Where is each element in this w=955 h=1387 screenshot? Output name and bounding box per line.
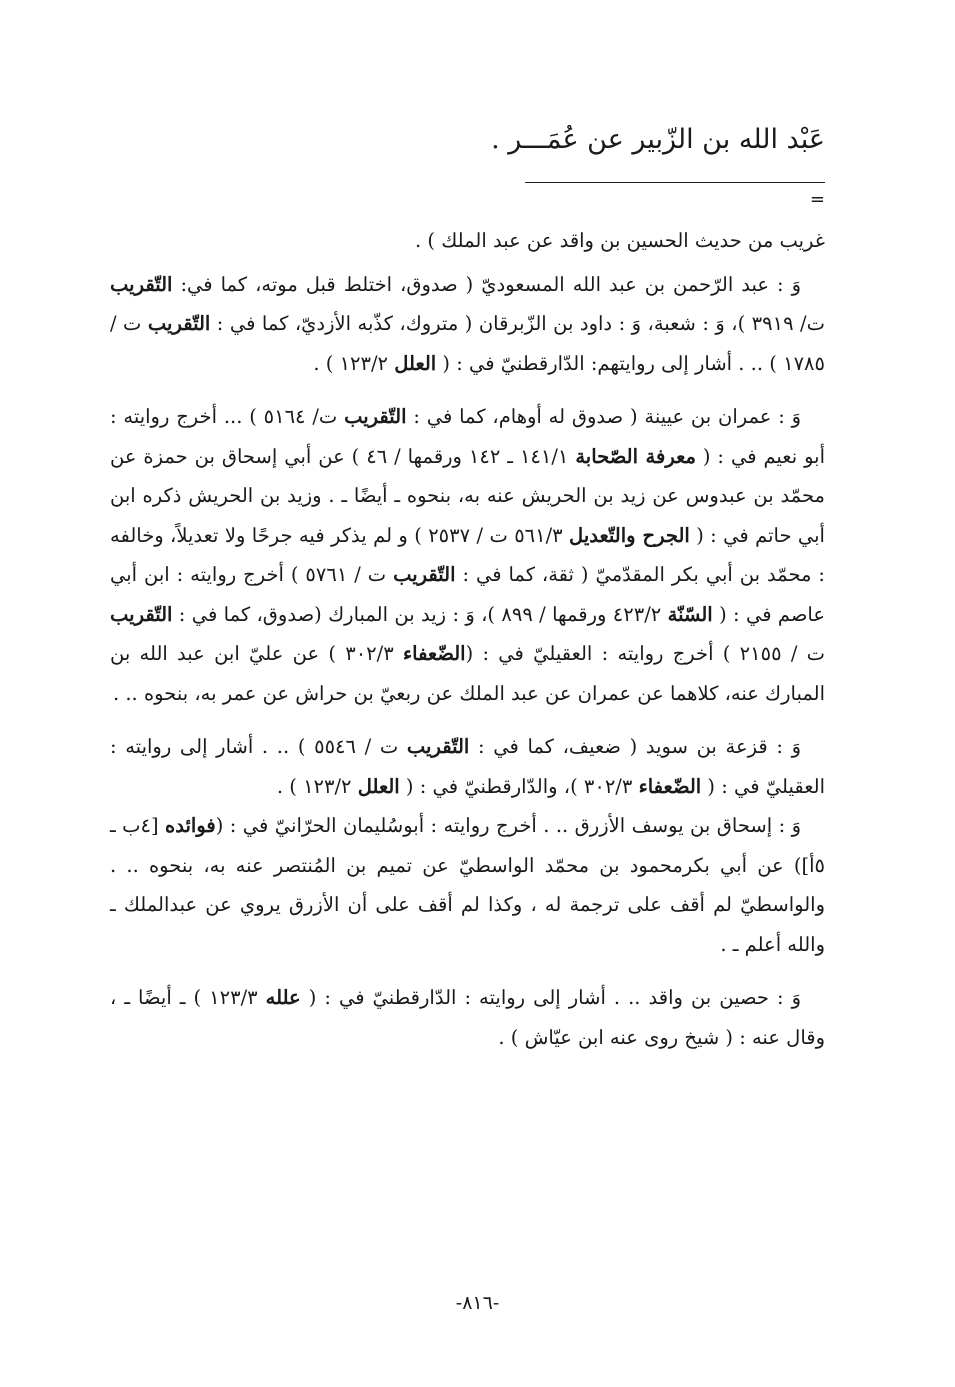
footnote-paragraph-4 <box>110 806 825 964</box>
text-span: وَ : قزعة بن سويد ( ضعيف، كما في : <box>469 735 801 758</box>
text-span: ت/ ٥١٦٤ ) ... أخرج روايته : أبو نعيم في : ( <box>110 405 826 468</box>
text-span: ١٢٣/٣ ) ـ أيضًا ـ ، وقال عنه : ( شيخ روى عنه ابن عيّاش ) . <box>110 986 825 1049</box>
source-title: الضّعفاء <box>402 642 466 665</box>
text-span: وَ : عبد الرّحمن بن عبد الله المسعوديّ ( صدوق، اختلط قبل موته، كما في: <box>172 272 801 296</box>
text-span: ت / ١٧٨٥ ) .. . أشار إلى روايتهم: الدّارقطنيّ في : ( <box>110 312 825 375</box>
text-span: ت / ٥٧٦١ ) أخرج روايته : ابن أبي عاصم في : ( <box>110 563 825 626</box>
text-span: ١٢٣/٢ ) . <box>313 351 395 375</box>
source-title: التّقريب <box>147 312 211 335</box>
text-span: ٥٦١/٣ ت / ٢٥٣٧ ) و لم يذكر فيه جرحًا ولا تعديلاً، وخالفه : محمّد بن أبي بكر المقدّميّ ( ثقة، كما في : <box>110 523 825 586</box>
footnote-paragraph-1 <box>110 265 825 384</box>
source-title: الجرح والتّعديل <box>569 523 690 547</box>
source-title: التّقريب <box>406 735 470 758</box>
text-span: وَ : عمران بن عيينة ( صدوق له أوهام، كما في : <box>406 405 802 428</box>
footnote-paragraph-3 <box>110 727 825 806</box>
footnote-paragraph-0: غريب من حديث الحسين بن واقد عن عبد الملك ) . <box>415 229 825 252</box>
text-span: ٣٠٢/٣ ) عن عليّ ابن عبد الله بن المبارك عنه، كلاهما عن عمران عن عبد الملك عن ربعيّ بن حراش عن عمر به، بنحوه .. . <box>110 642 825 705</box>
footnote-paragraph-5 <box>110 978 825 1057</box>
continuation-mark: = <box>809 189 825 210</box>
text-span: ١٤١/١ ـ ١٤٢ ورقمها / ٤٦ ) عن أبي إسحاق بن حمزة عن محمّد بن عبدوس عن زيد بن الحريش عنه به، بنحوه ـ أيضًا ـ . وزيد بن الحريش ذكره ابن أبي حاتم في : ( <box>110 444 825 547</box>
source-title: التّقريب <box>344 405 407 428</box>
text-span: وَ : حصين بن واقد .. . أشار إلى روايته : الدّارقطنيّ في : ( <box>300 986 801 1009</box>
source-title: معرفة الصّحابة <box>575 444 696 468</box>
source-title: العلل <box>394 351 437 375</box>
main-text-heading: عَبْد الله بن الزّبير عن عُمَـــر . <box>491 124 825 155</box>
source-title: التّقريب <box>110 272 173 296</box>
footnote-separator-rule <box>525 182 825 183</box>
text-span: ٤٢٣/٢ ورقمها / ٨٩٩ )، وَ : زيد بن المبارك (صدوق، كما في : <box>172 602 668 626</box>
text-span: ت/ ٣٩١٩ )، وَ : شعبة، وَ : داود بن الزّبرقان ( متروك، كذّبه الأزديّ، كما في : <box>210 312 825 335</box>
text-span: ت / ٥٥٤٦ ) .. . أشار إلى روايته : العقيليّ في : ( <box>110 735 825 798</box>
text-span: [٤ب ـ ٥أ]) عن أبي بكرمحمود بن محمّد الواسطيّ عن تميم بن المُنتصر عنه به، بنحوه .. . والواسطيّ لم أقف على ترجمة له ، وكذا لم أقف على أن الأزرق يروي عن عبدالملك ـ والله أعلم ـ . <box>110 814 825 956</box>
page-content <box>110 120 825 1071</box>
source-title: التّقريب <box>110 602 173 626</box>
source-title: التّقريب <box>393 563 456 586</box>
source-title: علله <box>265 986 301 1009</box>
text-span: ت / ٢١٥٥ ) أخرج روايته : العقيليّ في : ( <box>465 642 826 665</box>
source-title: السّنّة <box>667 602 713 626</box>
footnote-paragraph-2 <box>110 397 825 713</box>
text-span: وَ : إسحاق بن يوسف الأزرق .. . أخرج روايته : أبوسُليمان الحرّانيّ في : ( <box>215 814 801 837</box>
source-title: العلل <box>357 774 400 798</box>
text-span: ١٢٣/٢ ) . <box>276 774 358 798</box>
text-span: ٣٠٢/٣ )، والدّارقطنيّ في : ( <box>399 774 639 798</box>
page-number: -٨١٦- <box>455 1292 500 1314</box>
source-title: الضّعفاء <box>638 774 702 798</box>
source-title: فوائده <box>165 814 216 837</box>
